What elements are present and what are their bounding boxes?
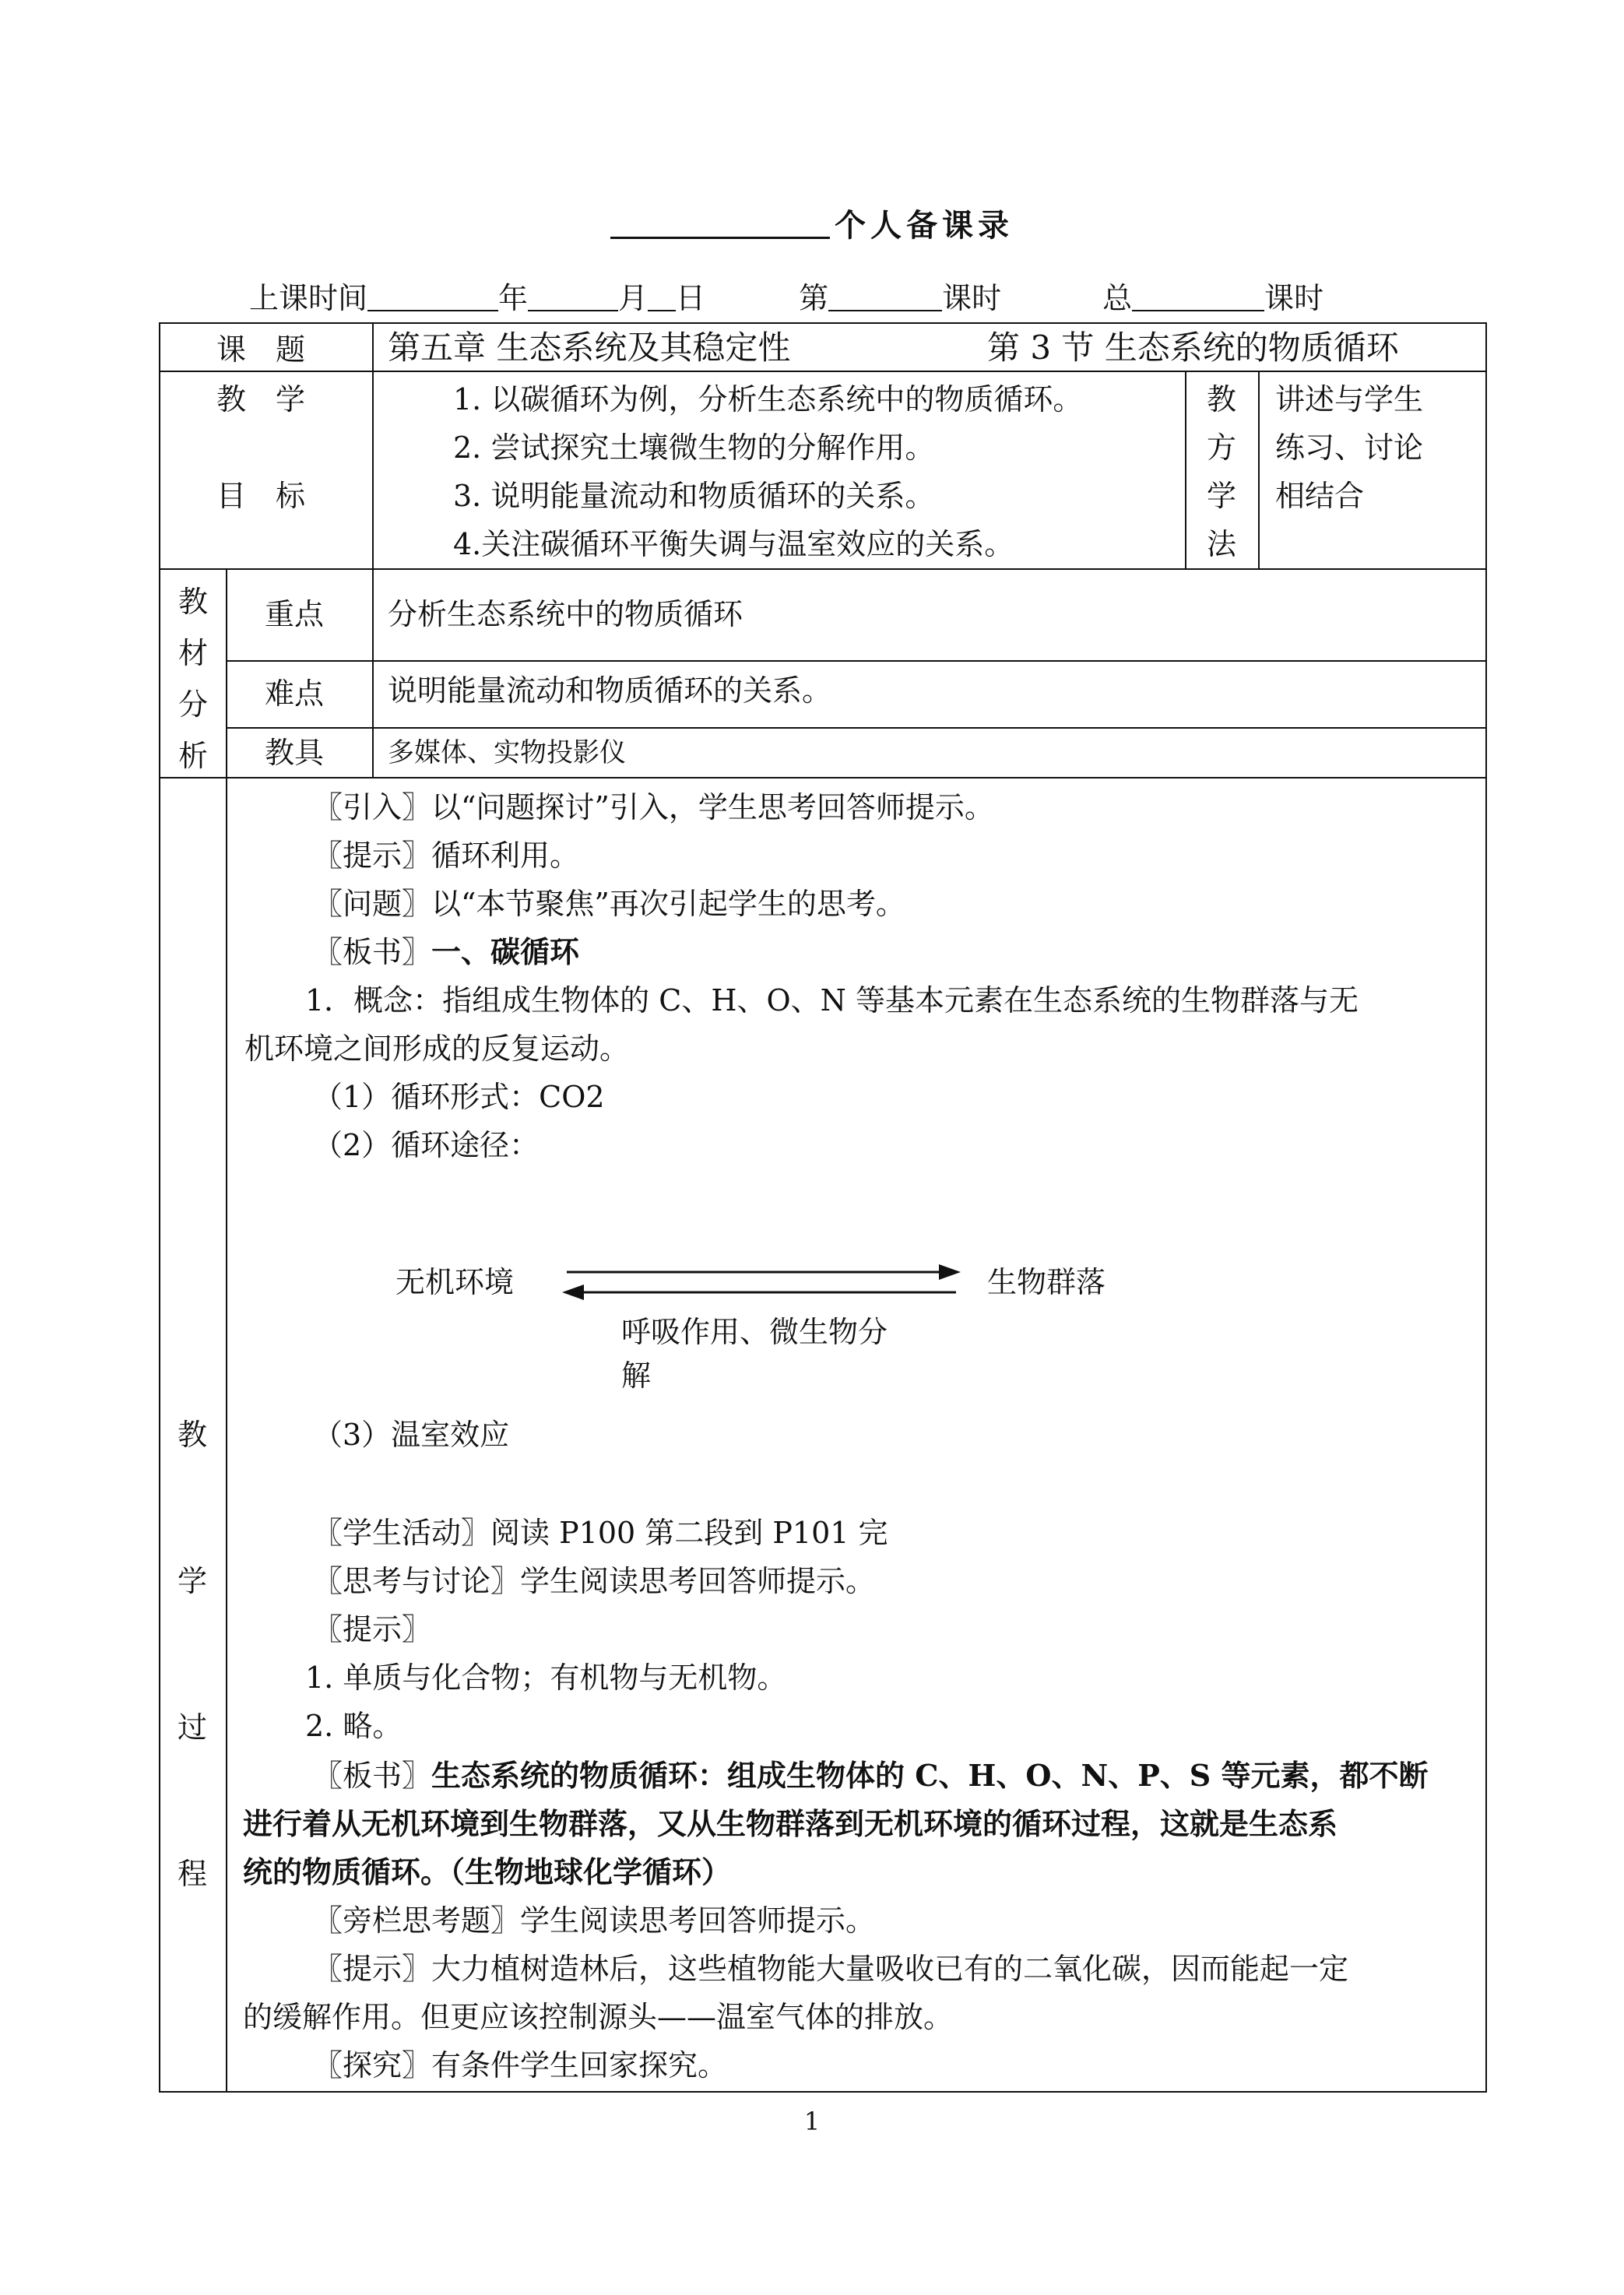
method-label-char: 教 (1207, 382, 1237, 416)
method-label-char: 方 (1207, 431, 1237, 465)
process-label-char: 程 (178, 1857, 208, 1891)
objective-item: 3. 说明能量流动和物质循环的关系。 (453, 479, 935, 513)
topic-label: 课 题 (216, 332, 306, 367)
year-label: 年 (498, 281, 529, 315)
process-line (313, 1752, 1428, 1800)
process-label-char: 教 (178, 1418, 208, 1452)
process-line: 统的物质循环。（生物地球化学循环） (243, 1854, 732, 1889)
diagram-left-label: 无机环境 (395, 1265, 515, 1299)
analysis-label-char: 材 (178, 636, 208, 670)
process-line: 〖思考与讨论〗学生阅读思考回答师提示。 (313, 1564, 876, 1598)
process-line: 〖问题〗以“本节聚焦”再次引起学生的思考。 (313, 887, 905, 921)
schedule-line (249, 274, 1323, 317)
difficult-point-label: 难点 (265, 677, 325, 711)
board-tag: 〖板书〗 (313, 935, 432, 969)
row-divider (159, 568, 1487, 570)
objective-item: 4.关注碳循环平衡失调与温室效应的关系。 (453, 527, 1014, 561)
objective-item: 1. 以碳循环为例，分析生态系统中的物质循环。 (453, 382, 1083, 416)
analysis-label-char: 析 (178, 739, 208, 773)
diagram-below-label-cut: 解 (621, 1358, 652, 1393)
month-label: 月 (618, 281, 649, 315)
row-divider (226, 660, 1487, 662)
process-line: 的缓解作用。但更应该控制源头——温室气体的排放。 (243, 2000, 954, 2034)
objectives-label-top: 教 学 (216, 382, 306, 416)
process-line: 〖探究〗有条件学生回家探究。 (313, 2048, 728, 2082)
col-divider (226, 568, 227, 2093)
board-tag: 〖板书〗 (313, 1759, 432, 1793)
key-point-value: 分析生态系统中的物质循环 (388, 597, 743, 631)
period-suffix: 课时 (942, 281, 1002, 315)
process-line: 1. 单质与化合物；有机物与无机物。 (305, 1661, 787, 1695)
topic-section: 第 3 节 生态系统的物质循环 (987, 329, 1399, 367)
page-number: 1 (803, 2107, 821, 2136)
analysis-label-char: 分 (178, 687, 208, 722)
total-prefix: 总 (1102, 281, 1133, 315)
diagram-below-label: 呼吸作用、微生物分 (621, 1315, 888, 1349)
teaching-tools-label: 教具 (265, 736, 325, 770)
method-line: 练习、讨论 (1275, 431, 1424, 465)
process-line: （1）循环形式：CO2 (313, 1080, 605, 1114)
process-line: （3）温室效应 (313, 1418, 510, 1452)
board-definition: 生态系统的物质循环：组成生物体的 C、H、O、N、P、S 等元素，都不断 (431, 1758, 1429, 1793)
total-blank (1132, 282, 1264, 311)
day-label: 日 (676, 281, 706, 315)
col-divider (372, 322, 374, 777)
process-line: 2. 略。 (305, 1709, 402, 1743)
month-blank (528, 282, 618, 311)
method-line: 相结合 (1275, 479, 1365, 513)
process-line: 进行着从无机环境到生物群落，又从生物群落到无机环境的循环过程，这就是生态系 (243, 1806, 1338, 1841)
day-blank (648, 282, 676, 311)
process-line: 〖提示〗大力植树造林后，这些植物能大量吸收已有的二氧化碳，因而能起一定 (313, 1952, 1349, 1986)
schedule-time-label: 上课时间 (249, 281, 368, 315)
process-label-char: 过 (178, 1710, 208, 1745)
process-line: 〖提示〗循环利用。 (313, 838, 580, 873)
period-prefix: 第 (799, 281, 829, 315)
page-title (0, 201, 1624, 245)
process-line: 1．概念：指组成生物体的 C、H、O、N 等基本元素在生态系统的生物群落与无 (305, 983, 1359, 1017)
method-label-char: 学 (1207, 479, 1237, 513)
topic-chapter: 第五章 生态系统及其稳定性 (388, 329, 791, 367)
year-blank (367, 282, 498, 311)
row-divider (159, 777, 1487, 778)
process-line: 〖提示〗 (313, 1612, 432, 1647)
period-blank (828, 282, 942, 311)
key-point-label: 重点 (265, 597, 325, 631)
method-label-char: 法 (1207, 527, 1237, 561)
process-line: 〖旁栏思考题〗学生阅读思考回答师提示。 (313, 1903, 876, 1938)
process-line: 机环境之间形成的反复运动。 (244, 1032, 630, 1066)
process-line: （2）循环途径： (313, 1128, 540, 1162)
title-blank-line (610, 237, 830, 239)
teaching-tools-value: 多媒体、实物投影仪 (388, 737, 626, 768)
col-divider (1185, 371, 1186, 568)
process-line (313, 928, 579, 976)
board-heading: 一、碳循环 (431, 934, 580, 969)
diagram-right-label: 生物群落 (987, 1265, 1106, 1299)
analysis-label-char: 教 (178, 585, 208, 619)
objectives-label-bottom: 目 标 (216, 479, 306, 513)
analysis-label (170, 576, 216, 782)
total-suffix: 课时 (1264, 281, 1324, 315)
difficult-point-value: 说明能量流动和物质循环的关系。 (388, 673, 832, 708)
process-line: 〖引入〗以“问题探讨”引入，学生思考回答师提示。 (313, 790, 994, 824)
col-divider (1258, 371, 1260, 568)
process-line: 〖学生活动〗阅读 P100 第二段到 P101 完 (313, 1516, 888, 1550)
objective-item: 2. 尝试探究土壤微生物的分解作用。 (453, 431, 935, 465)
method-line: 讲述与学生 (1275, 382, 1424, 416)
process-label-char: 学 (178, 1564, 208, 1598)
title-text: 个人备课录 (835, 207, 1014, 244)
